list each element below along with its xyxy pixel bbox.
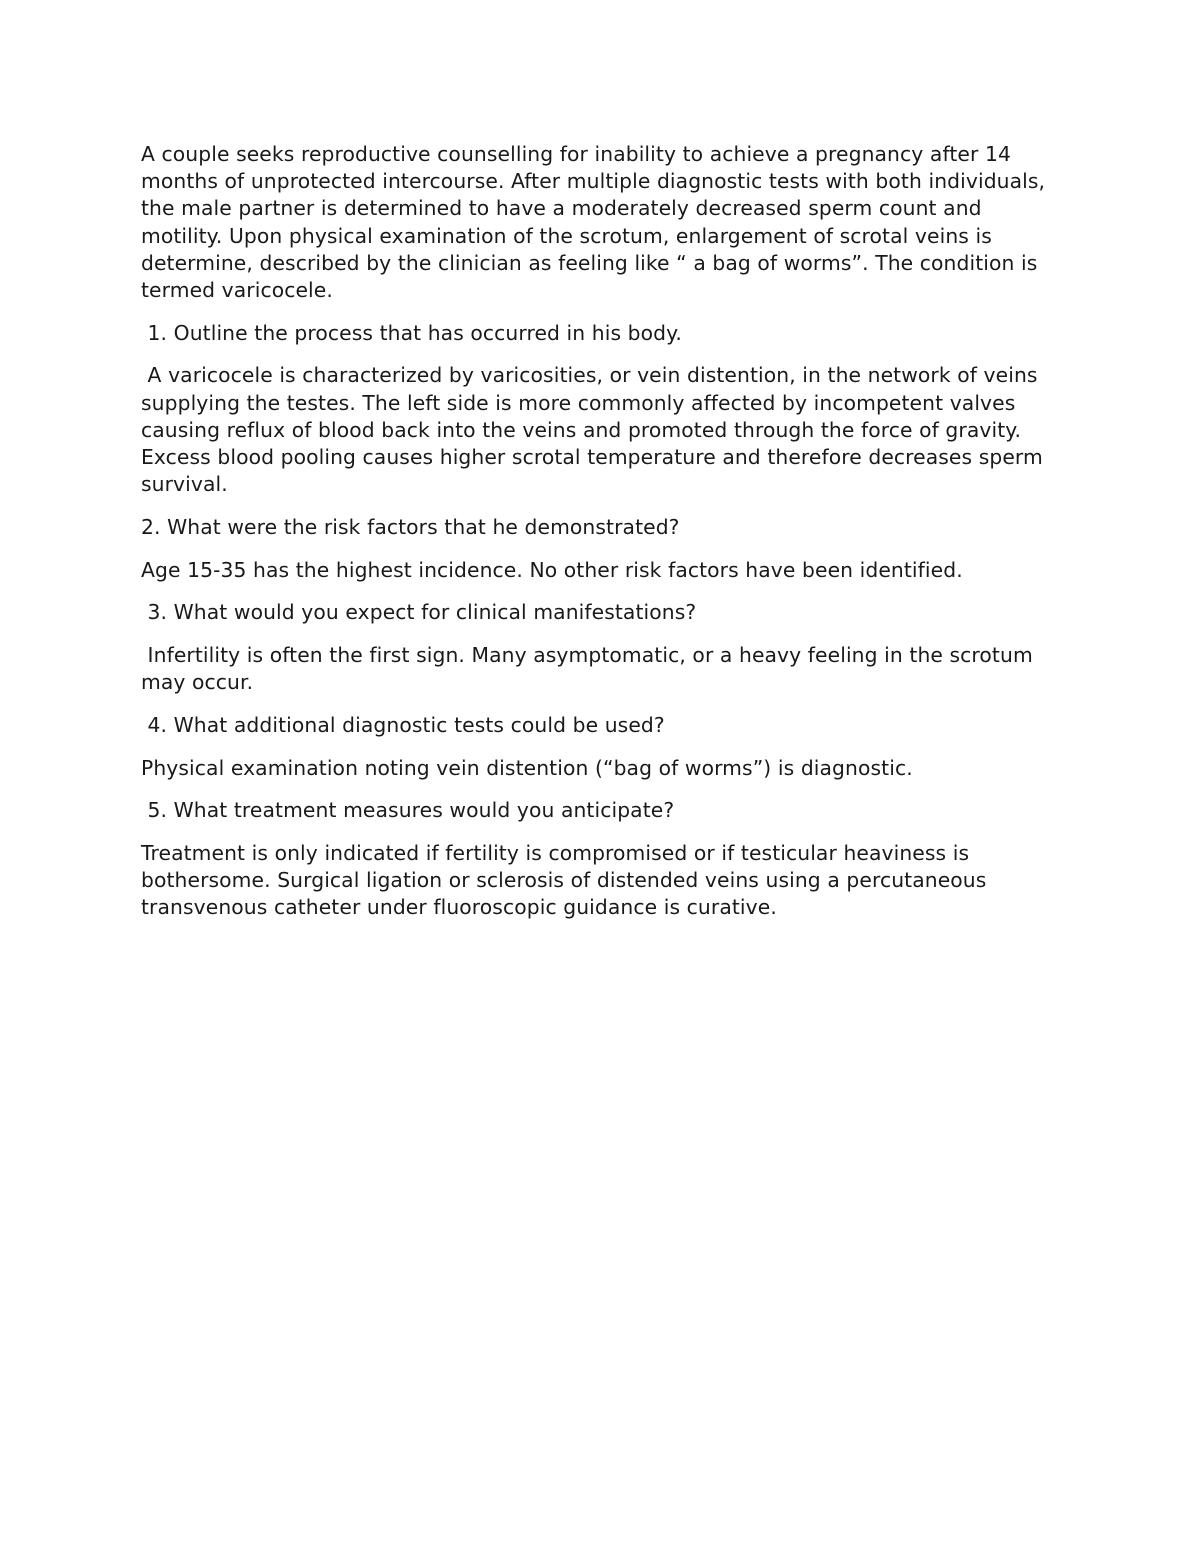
answer-2: Age 15-35 has the highest incidence. No other risk factors have been identified. bbox=[141, 557, 963, 582]
answer-1: A varicocele is characterized by varicosities, or vein distention, in the network of veins supplying the testes. The left side is more commonly affected by incompetent valves causing reflux of blood back into the veins and promoted through the force of gravity. Excess blood pooling causes higher scrotal temperature and therefore decreases sperm survival. bbox=[141, 363, 1050, 497]
question-1: 1. Outline the process that has occurred in his body. bbox=[141, 320, 682, 345]
answer-5: Treatment is only indicated if fertility is compromised or if testicular heaviness is bothersome. Surgical ligation or sclerosis of distended veins using a percutaneous transvenous catheter under fluoroscopic guidance is curative. bbox=[141, 841, 993, 920]
question-5: 5. What treatment measures would you anticipate? bbox=[141, 798, 675, 823]
question-3: 3. What would you expect for clinical manifestations? bbox=[141, 600, 697, 625]
question-4: 4. What additional diagnostic tests could be used? bbox=[141, 712, 665, 737]
answer-3: Infertility is often the first sign. Many asymptomatic, or a heavy feeling in the scrotum may occur. bbox=[141, 643, 1040, 695]
intro-paragraph: A couple seeks reproductive counselling for inability to achieve a pregnancy after 14 months of unprotected intercourse. After multiple diagnostic tests with both individuals, the male partner is determined to have a moderately decreased sperm count and motility. Upon physical examination of the scrotum, enlargement of scrotal veins is determine, described by the clinician as feeling like “ a bag of worms”. The condition is termed varicocele. bbox=[141, 142, 1052, 303]
document-body bbox=[141, 141, 1066, 937]
question-2: 2. What were the risk factors that he demonstrated? bbox=[141, 514, 680, 539]
answer-4: Physical examination noting vein distention (“bag of worms”) is diagnostic. bbox=[141, 755, 913, 780]
